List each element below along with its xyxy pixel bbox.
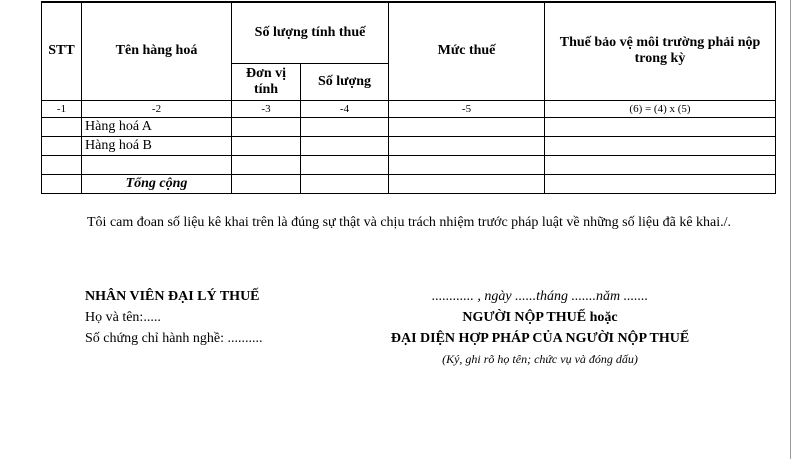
stt-cell: [42, 136, 82, 155]
table-row: [42, 155, 776, 174]
tax-rate-cell: [389, 174, 545, 193]
goods-name-cell: Hàng hoá B: [82, 136, 232, 155]
stt-cell: [42, 117, 82, 136]
column-number: -2: [82, 100, 232, 117]
header-tax-payable: Thuế bảo vệ môi trường phải nộp trong kỳ: [545, 2, 776, 100]
unit-cell: [232, 136, 301, 155]
header-taxable-quantity: Số lượng tính thuế: [232, 2, 389, 63]
table-row: [42, 117, 776, 136]
table-row: [42, 136, 776, 155]
header-stt: STT: [42, 2, 82, 100]
date-line: ............ , ngày ......tháng .......năm .......: [431, 289, 649, 304]
quantity-cell: [301, 174, 389, 193]
column-number: -5: [389, 100, 545, 117]
tax-agent-title: NHÂN VIÊN ĐẠI LÝ THUẾ: [85, 289, 260, 304]
header-quantity: Số lượng: [301, 63, 389, 100]
quantity-cell: [301, 117, 389, 136]
column-number-row: [42, 100, 776, 117]
signature-note: (Ký, ghi rõ họ tên; chức vụ và đóng dấu): [442, 352, 638, 366]
tax-agent-block: [85, 286, 263, 349]
tax-payable-cell: [545, 136, 776, 155]
column-number: -1: [42, 100, 82, 117]
column-number: (6) = (4) x (5): [545, 100, 776, 117]
unit-cell: [232, 117, 301, 136]
taxpayer-title: NGƯỜI NỘP THUẾ hoặc: [462, 310, 618, 325]
taxpayer-signature-block: [340, 286, 740, 369]
unit-cell: [232, 174, 301, 193]
header-unit: Đơn vị tính: [232, 63, 301, 100]
total-label: Tổng cộng: [82, 174, 232, 193]
tax-payable-cell: [545, 174, 776, 193]
tax-payable-cell: [545, 117, 776, 136]
column-number: -4: [301, 100, 389, 117]
declaration-text: Tôi cam đoan số liệu kê khai trên là đúng sự thật và chịu trách nhiệm trước pháp luật về những số liệu đã kê khai./.: [87, 215, 732, 230]
goods-name-cell: Hàng hoá A: [82, 117, 232, 136]
column-number: -3: [232, 100, 301, 117]
stt-cell: [42, 155, 82, 174]
tax-agent-cert-label: Số chứng chỉ hành nghề: ..........: [85, 331, 263, 346]
total-row: [42, 174, 776, 193]
tax-rate-cell: [389, 155, 545, 174]
tax-declaration-table: [41, 1, 776, 194]
unit-cell: [232, 155, 301, 174]
header-tax-rate: Mức thuế: [389, 2, 545, 100]
tax-rate-cell: [389, 136, 545, 155]
tax-agent-name-label: Họ và tên:.....: [85, 310, 161, 325]
quantity-cell: [301, 155, 389, 174]
header-goods-name: Tên hàng hoá: [82, 2, 232, 100]
goods-name-cell: [82, 155, 232, 174]
page-edge-line: [790, 0, 791, 459]
quantity-cell: [301, 136, 389, 155]
tax-payable-cell: [545, 155, 776, 174]
stt-cell: [42, 174, 82, 193]
tax-rate-cell: [389, 117, 545, 136]
legal-representative-title: ĐẠI DIỆN HỢP PHÁP CỦA NGƯỜI NỘP THUẾ: [390, 331, 690, 346]
